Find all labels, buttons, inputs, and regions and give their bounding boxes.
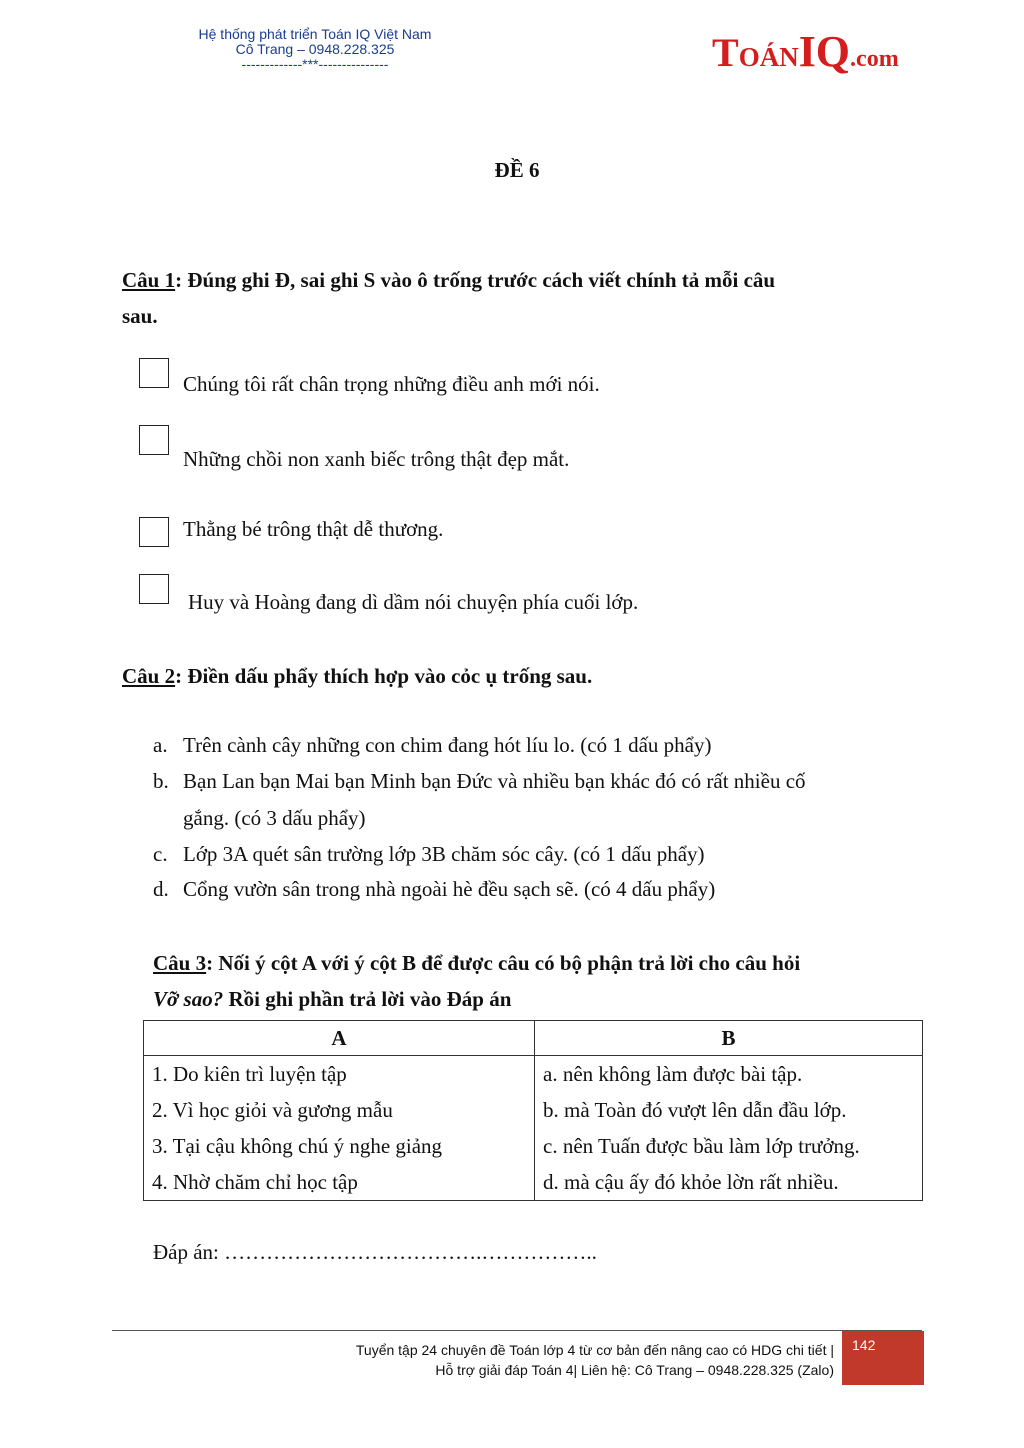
answer-box-1[interactable] [139, 358, 169, 388]
page-number: 142 [852, 1337, 876, 1353]
exam-title: ĐỀ 6 [494, 158, 540, 182]
page-header [150, 27, 480, 72]
column-a-item: 3. Tại cậu không chú ý nghe giảng [152, 1134, 443, 1158]
list-item-b-cont: gắng. (có 3 dấu phẩy) [183, 806, 366, 830]
header-org: Hệ thống phát triển Toán IQ Việt Nam [198, 26, 432, 42]
toaniq-logo: TOÁNIQ.com [712, 27, 899, 76]
option-3: Thằng bé trông thật dễ thương. [183, 517, 444, 541]
column-b-item: c. nên Tuấn được bầu làm lớp trưởng. [543, 1134, 860, 1158]
question-3-text: : Nối ý cột A với ý cột B để được câu có bộ phận trả lời cho câu hỏi [206, 951, 801, 975]
header-divider: -------------***--------------- [241, 56, 389, 72]
matching-table [143, 1020, 923, 1201]
column-b-header: B [535, 1021, 923, 1056]
list-item-d: d. Cổng vườn sân trong nhà ngoài hè đều sạch sẽ. (có 4 dấu phẩy) [153, 877, 716, 901]
column-a-item: 1. Do kiên trì luyện tập [152, 1062, 347, 1086]
question-2-text: : Điền dấu phẩy thích hợp vào cỏc ụ trống sau. [175, 664, 593, 688]
answer-box-4[interactable] [139, 574, 169, 604]
answer-box-2[interactable] [139, 425, 169, 455]
column-a-item: 2. Vì học giỏi và gương mẫu [152, 1098, 393, 1122]
answer-line[interactable]: Đáp án: ……………………………….…………….. [153, 1240, 597, 1264]
column-b-item: a. nên không làm được bài tập. [543, 1062, 803, 1086]
footer-divider [112, 1330, 922, 1331]
column-b-item: b. mà Toàn đó vượt lên dẫn đầu lớp. [543, 1098, 847, 1122]
answer-box-3[interactable] [139, 517, 169, 547]
column-b-cell [535, 1056, 923, 1201]
header-contact: Cô Trang – 0948.228.325 [235, 41, 395, 57]
list-item-a: a. Trên cành cây những con chim đang hót líu lo. (có 1 dấu phẩy) [153, 733, 712, 757]
question-1-text-cont: sau. [122, 304, 158, 328]
column-a-header: A [144, 1021, 535, 1056]
page-number-box [842, 1331, 924, 1385]
page-footer [356, 1340, 834, 1380]
question-3 [153, 945, 933, 1017]
question-2-label: Câu 2 [122, 664, 176, 688]
column-a-item: 4. Nhờ chăm chỉ học tập [152, 1170, 358, 1194]
footer-line-1: Tuyển tập 24 chuyên đề Toán lớp 4 từ cơ bản đến nâng cao có HDG chi tiết | [355, 1342, 834, 1358]
question-3-italic: Vỡ sao? [153, 987, 224, 1011]
question-3-text-cont: Rồi ghi phần trả lời vào Đáp án [223, 987, 512, 1011]
question-2 [122, 658, 592, 694]
option-4: Huy và Hoàng đang dì dầm nói chuyện phía cuối lớp. [188, 590, 639, 614]
question-1-label: Câu 1 [122, 268, 176, 292]
list-item-c: c. Lớp 3A quét sân trường lớp 3B chăm sóc cây. (có 1 dấu phẩy) [153, 842, 705, 866]
column-a-cell [144, 1056, 535, 1201]
list-item-b: b. Bạn Lan bạn Mai bạn Minh bạn Đức và nhiều bạn khác đó có rất nhiều cố [153, 769, 806, 793]
question-3-label: Câu 3 [153, 951, 207, 975]
question-1 [122, 262, 922, 334]
option-1: Chúng tôi rất chân trọng những điều anh mới nói. [183, 372, 600, 396]
footer-line-2: Hỗ trợ giải đáp Toán 4| Liên hệ: Cô Trang – 0948.228.325 (Zalo) [435, 1362, 834, 1378]
question-1-text: : Đúng ghi Đ, sai ghi S vào ô trống trước cách viết chính tả mỗi câu [175, 268, 776, 292]
column-b-item: d. mà cậu ấy đó khỏe lờn rất nhiều. [543, 1170, 839, 1194]
option-2: Những chồi non xanh biếc trông thật đẹp mắt. [183, 447, 570, 471]
